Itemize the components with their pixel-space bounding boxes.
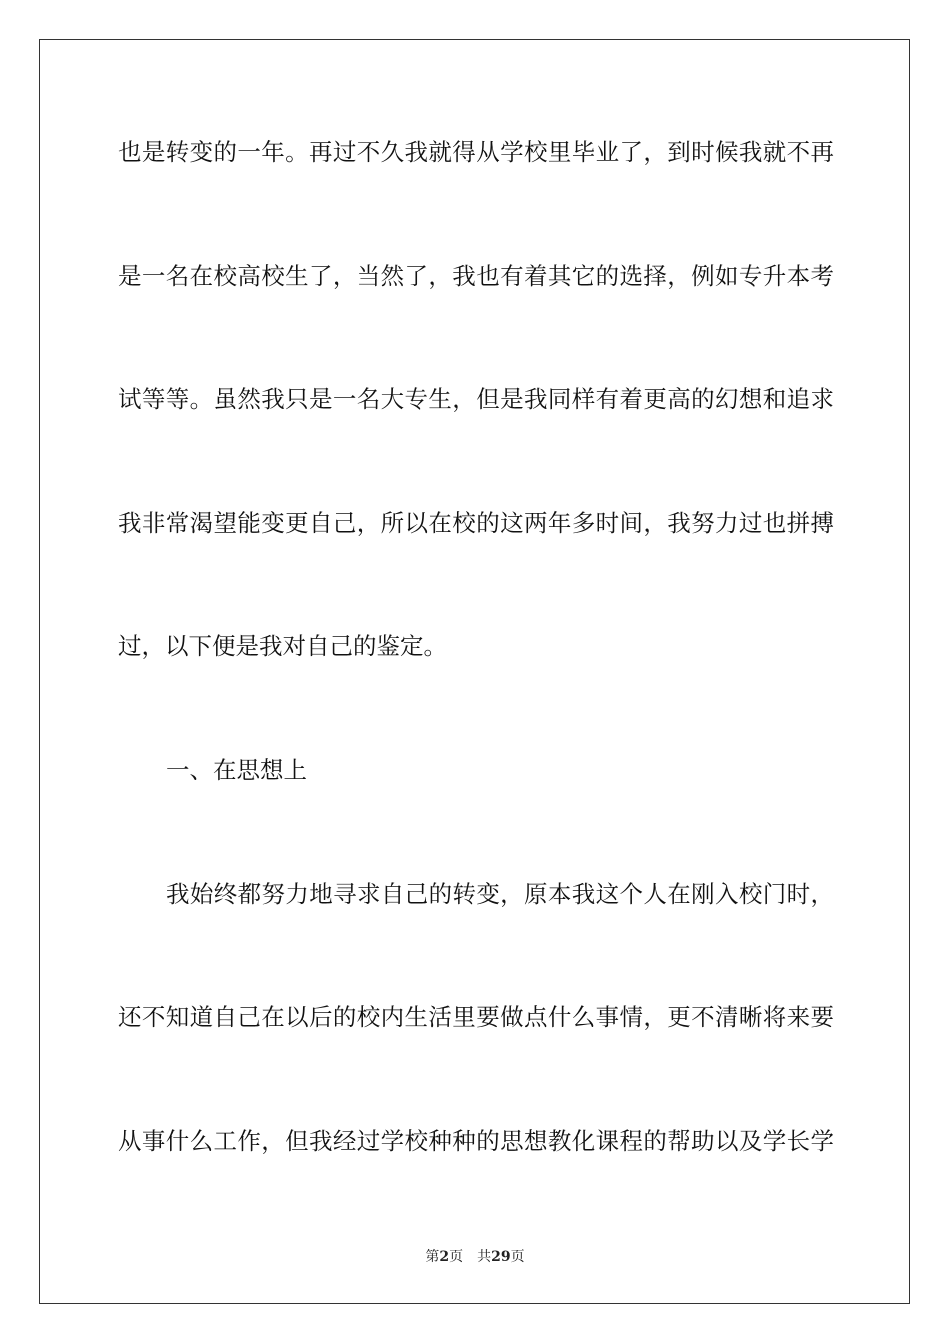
body-text-line-8: 从事什么工作，但我经过学校种种的思想教化课程的帮助以及学长学: [118, 1127, 834, 1155]
body-text-line-2: 是一名在校高校生了，当然了，我也有着其它的选择，例如专升本考: [118, 262, 834, 290]
page-total-suffix: 页: [510, 1249, 525, 1265]
page-number-current: 2: [439, 1249, 450, 1265]
page-border: [39, 39, 910, 1304]
body-text-line-6: 我始终都努力地寻求自己的转变，原本我这个人在刚入校门时，: [166, 880, 834, 908]
body-text-line-4: 我非常渴望能变更自己，所以在校的这两年多时间，我努力过也拼搏: [118, 509, 834, 537]
page-total-count: 29: [491, 1249, 511, 1265]
page-footer: [0, 1248, 950, 1266]
body-text-line-5: 过，以下便是我对自己的鉴定。: [118, 632, 447, 660]
page-total-prefix: 共: [477, 1249, 492, 1265]
body-text-line-1: 也是转变的一年。再过不久我就得从学校里毕业了，到时候我就不再: [118, 138, 834, 166]
section-heading: 一、在思想上: [166, 756, 307, 784]
body-text-line-7: 还不知道自己在以后的校内生活里要做点什么事情，更不清晰将来要: [118, 1003, 834, 1031]
page-number-prefix: 第: [425, 1249, 440, 1265]
body-text-line-3: 试等等。虽然我只是一名大专生，但是我同样有着更高的幻想和追求: [118, 385, 834, 413]
page-number-suffix: 页: [449, 1249, 464, 1265]
